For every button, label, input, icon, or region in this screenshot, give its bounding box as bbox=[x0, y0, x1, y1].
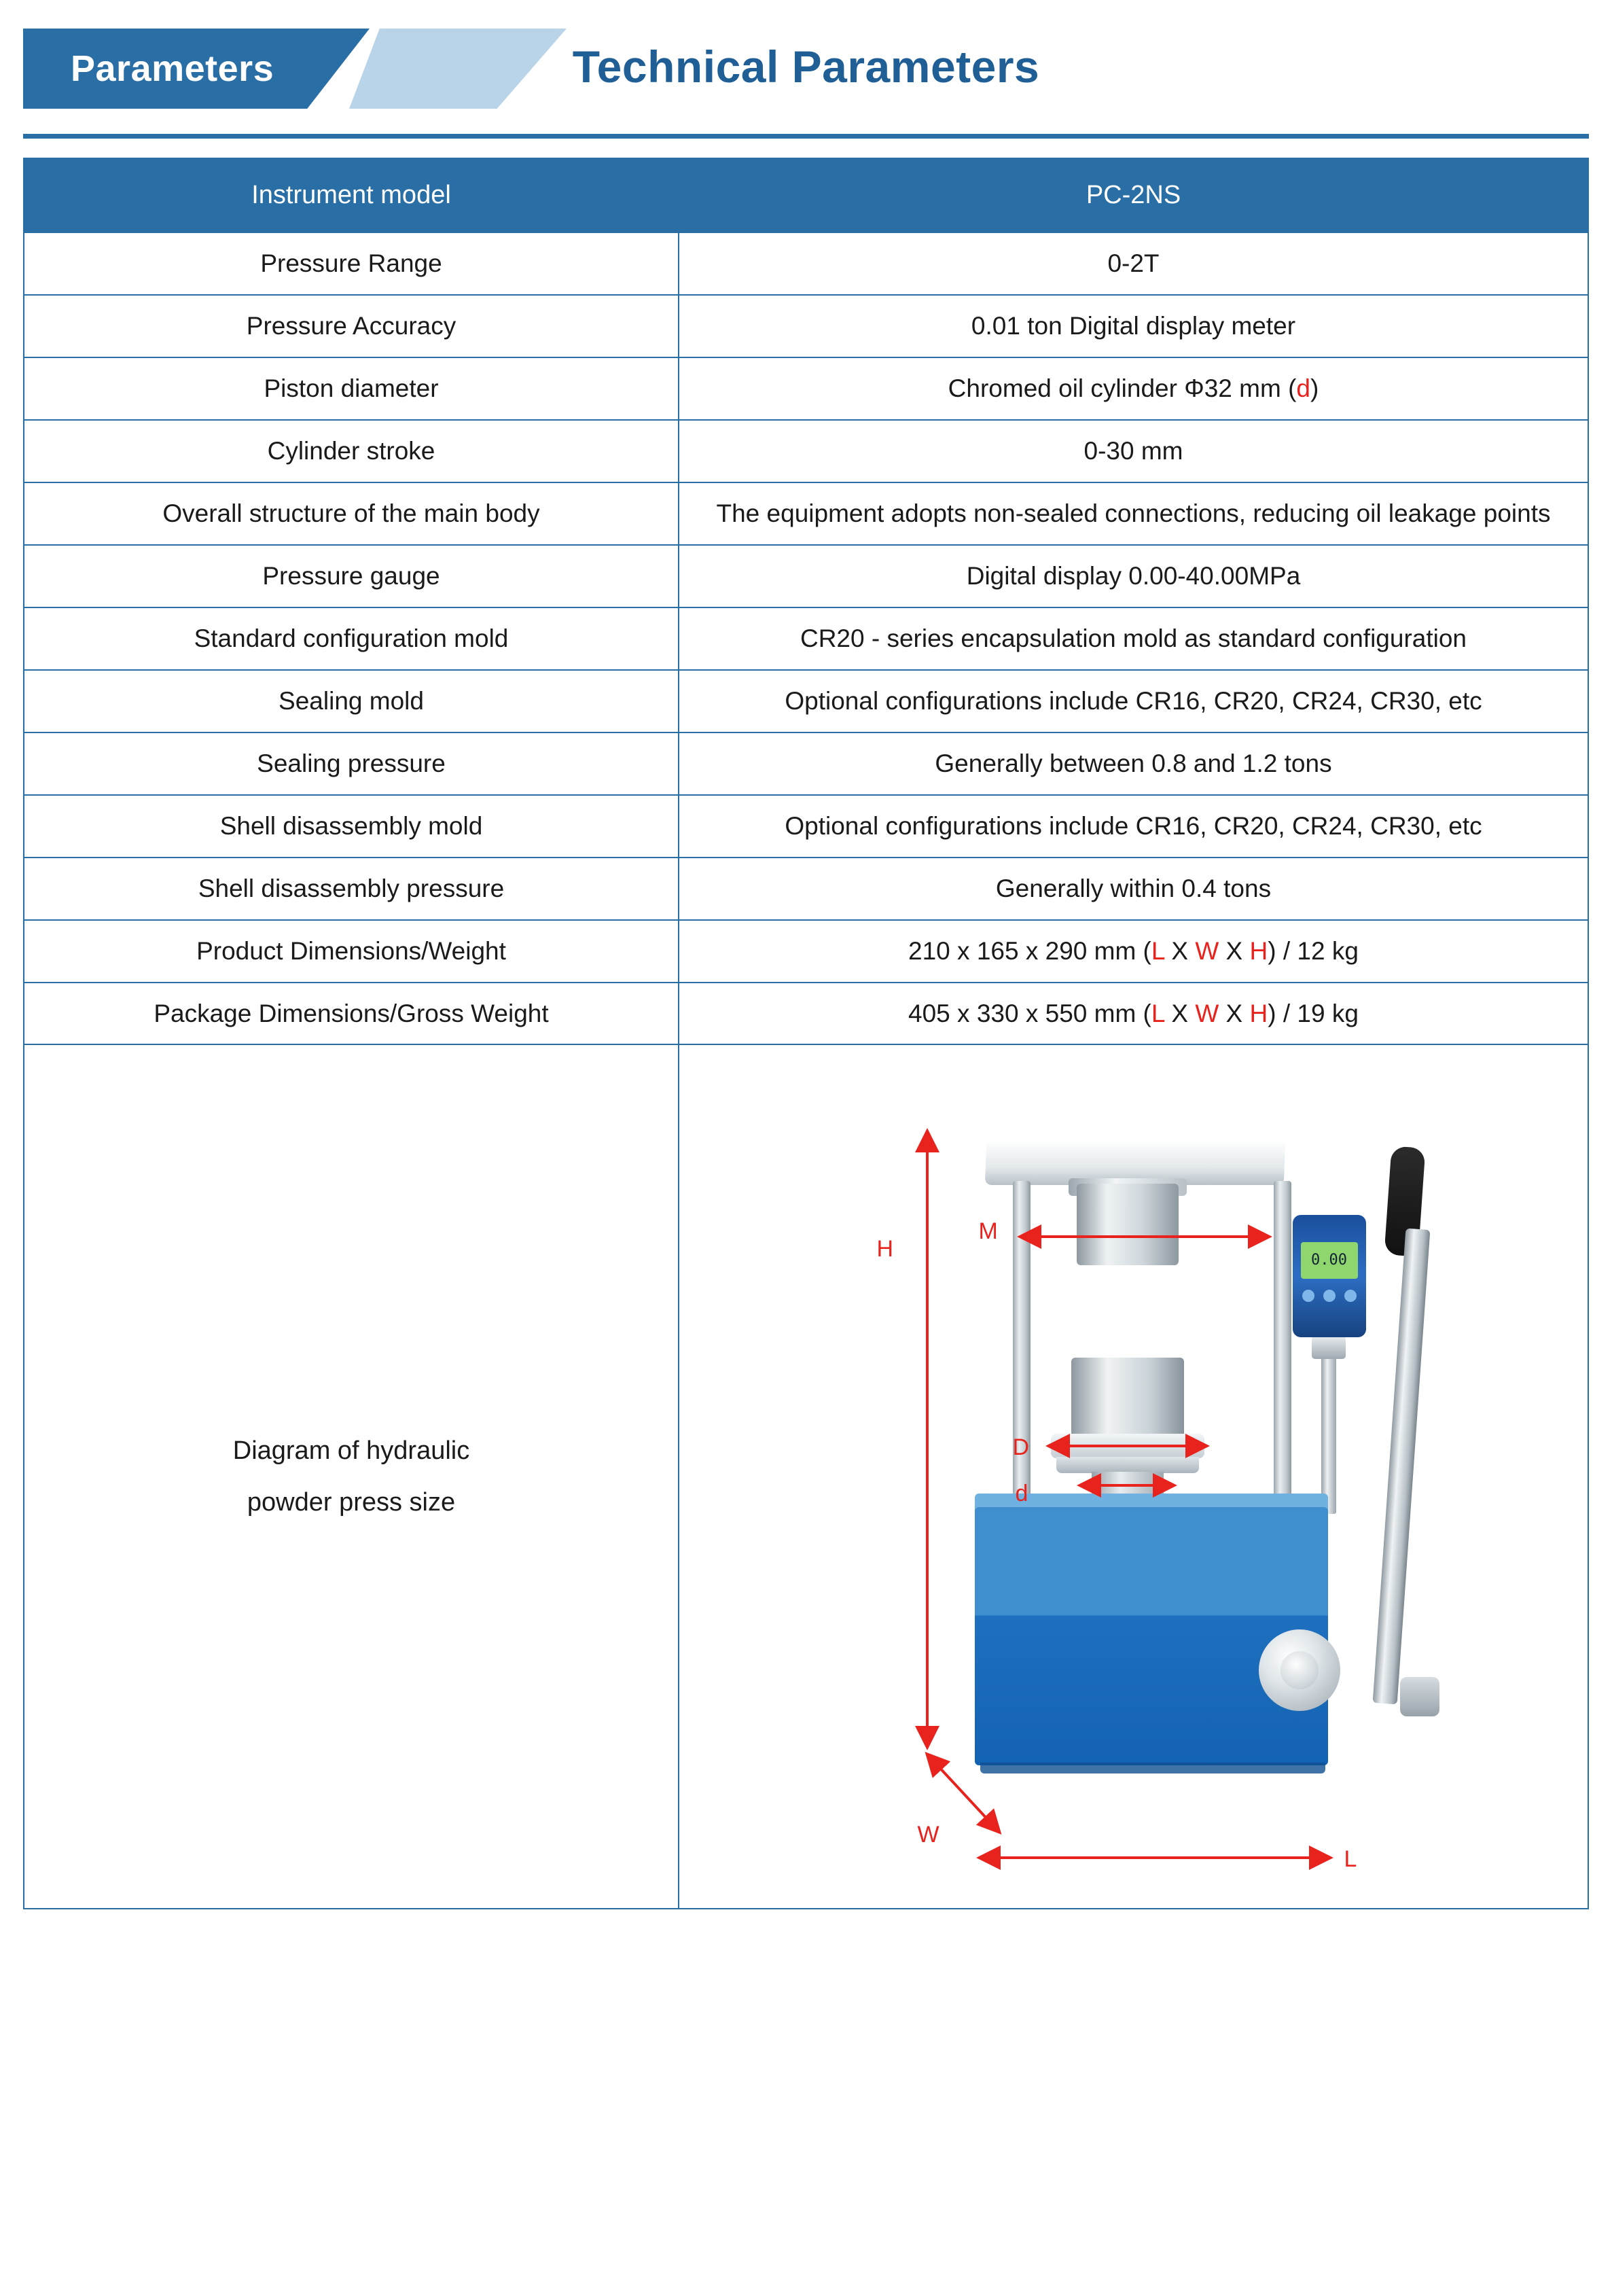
row-label: Pressure Range bbox=[24, 232, 679, 295]
value-text-post: ) / 19 kg bbox=[1268, 999, 1359, 1027]
table-row-diagram bbox=[24, 1044, 1588, 1909]
dim-symbol-w: W bbox=[1195, 936, 1219, 965]
table-row bbox=[24, 357, 1588, 420]
table-row bbox=[24, 482, 1588, 545]
specification-table bbox=[23, 158, 1589, 1909]
gauge-display-value: 0.00 bbox=[1301, 1242, 1358, 1279]
row-label: Cylinder stroke bbox=[24, 420, 679, 482]
dim-symbol-h: H bbox=[1249, 999, 1268, 1027]
row-value bbox=[679, 357, 1588, 420]
dim-sep: X bbox=[1219, 936, 1250, 965]
row-label: Piston diameter bbox=[24, 357, 679, 420]
dimension-arrows bbox=[853, 1059, 1464, 1894]
page-title: Technical Parameters bbox=[572, 41, 1040, 92]
row-label: Shell disassembly mold bbox=[24, 795, 679, 858]
diagram-label-line2: powder press size bbox=[247, 1488, 456, 1517]
row-value bbox=[679, 983, 1588, 1045]
row-label: Shell disassembly pressure bbox=[24, 858, 679, 920]
value-text: 405 x 330 x 550 mm ( bbox=[908, 999, 1151, 1027]
dim-label-h: H bbox=[876, 1236, 894, 1262]
dim-label-l: L bbox=[1344, 1846, 1357, 1873]
table-row bbox=[24, 232, 1588, 295]
row-label: Product Dimensions/Weight bbox=[24, 920, 679, 983]
row-value bbox=[679, 920, 1588, 983]
row-value: 0-2T bbox=[679, 232, 1588, 295]
header-divider bbox=[23, 134, 1589, 139]
table-row bbox=[24, 158, 1588, 232]
dim-label-m: M bbox=[978, 1218, 998, 1245]
row-label: Sealing mold bbox=[24, 670, 679, 732]
table-row bbox=[24, 732, 1588, 795]
dim-label-small-d: d bbox=[1015, 1481, 1028, 1507]
row-value: Digital display 0.00-40.00MPa bbox=[679, 545, 1588, 607]
table-row bbox=[24, 858, 1588, 920]
dim-label-w: W bbox=[917, 1822, 939, 1848]
dim-symbol-l: L bbox=[1151, 936, 1165, 965]
value-text: Chromed oil cylinder Φ32 mm ( bbox=[948, 374, 1297, 403]
dim-symbol-h: H bbox=[1249, 936, 1268, 965]
parameters-tab-label: Parameters bbox=[71, 48, 274, 89]
page-header bbox=[23, 15, 1589, 148]
hydraulic-press-illustration bbox=[853, 1059, 1464, 1894]
row-value: 0-30 mm bbox=[679, 420, 1588, 482]
value-text: 210 x 165 x 290 mm ( bbox=[908, 936, 1151, 965]
row-value: Optional configurations include CR16, CR20, CR24, CR30, etc bbox=[679, 670, 1588, 732]
dim-label-big-d: D bbox=[1012, 1434, 1030, 1461]
row-label: Standard configuration mold bbox=[24, 607, 679, 670]
row-label: Package Dimensions/Gross Weight bbox=[24, 983, 679, 1045]
row-label: Overall structure of the main body bbox=[24, 482, 679, 545]
technical-parameters-page bbox=[0, 15, 1612, 2296]
value-text-post: ) bbox=[1310, 374, 1319, 403]
table-row bbox=[24, 545, 1588, 607]
table-row bbox=[24, 420, 1588, 482]
value-symbol-d: d bbox=[1296, 374, 1310, 403]
table-row bbox=[24, 983, 1588, 1045]
dim-symbol-l: L bbox=[1151, 999, 1165, 1027]
table-row bbox=[24, 295, 1588, 357]
table-row bbox=[24, 795, 1588, 858]
dim-sep: X bbox=[1164, 936, 1196, 965]
row-label: Pressure Accuracy bbox=[24, 295, 679, 357]
press-diagram bbox=[690, 1059, 1577, 1894]
row-label: Sealing pressure bbox=[24, 732, 679, 795]
instrument-model-label: Instrument model bbox=[24, 158, 679, 232]
row-label: Pressure gauge bbox=[24, 545, 679, 607]
table-row bbox=[24, 670, 1588, 732]
row-value: The equipment adopts non-sealed connections, reducing oil leakage points bbox=[679, 482, 1588, 545]
dim-sep: X bbox=[1219, 999, 1250, 1027]
row-value: Optional configurations include CR16, CR20, CR24, CR30, etc bbox=[679, 795, 1588, 858]
diagram-cell bbox=[679, 1044, 1588, 1909]
diagram-label-line1: Diagram of hydraulic bbox=[232, 1436, 470, 1466]
table-row bbox=[24, 607, 1588, 670]
row-value: CR20 - series encapsulation mold as standard configuration bbox=[679, 607, 1588, 670]
row-value: 0.01 ton Digital display meter bbox=[679, 295, 1588, 357]
dim-sep: X bbox=[1164, 999, 1196, 1027]
table-row bbox=[24, 920, 1588, 983]
value-text-post: ) / 12 kg bbox=[1268, 936, 1359, 965]
dim-symbol-w: W bbox=[1195, 999, 1219, 1027]
row-value: Generally within 0.4 tons bbox=[679, 858, 1588, 920]
diagram-row-label bbox=[24, 1044, 679, 1909]
row-value: Generally between 0.8 and 1.2 tons bbox=[679, 732, 1588, 795]
instrument-model-value: PC-2NS bbox=[679, 158, 1588, 232]
